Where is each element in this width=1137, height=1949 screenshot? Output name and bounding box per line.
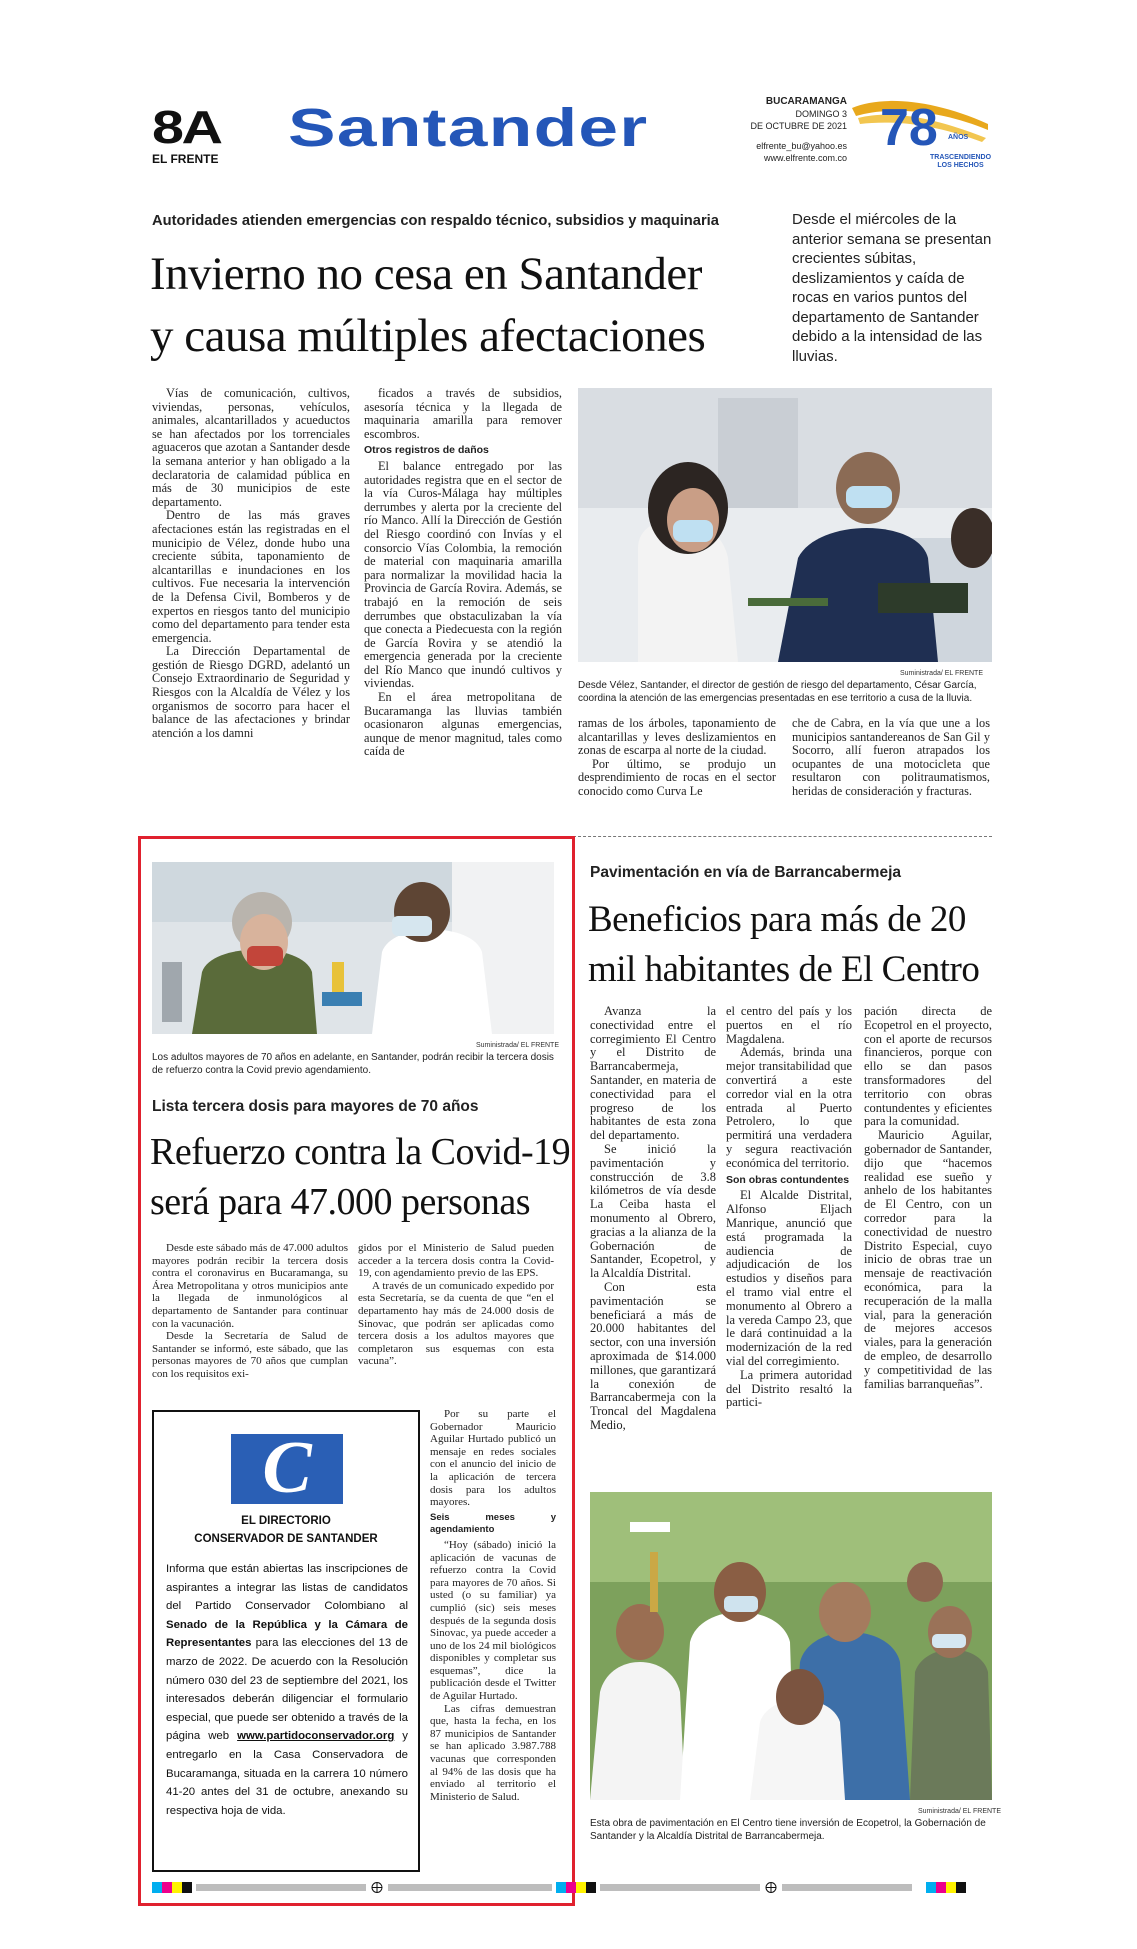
anniversary-number: 78 — [880, 99, 938, 157]
party-website-link[interactable]: www.partidoconservador.org — [237, 1730, 395, 1743]
paragraph: Dentro de las más graves afectaciones están las registradas en el municipio de Vélez, donde hubo una creciente súbita, taponamiento de alcantarillas e inundaciones en los cultivos. Fue necesaria la intervención de la Defensa Civil, Bomberos y de expertos en riesgos tanto del municipio como del departamento para tender esta emergencia. — [152, 508, 350, 645]
conservative-party-ad — [152, 1410, 420, 1872]
article2-column-2 — [358, 1242, 554, 1404]
paragraph: Vías de comunicación, cultivos, viviendas, personas, vehículos, animales, alcantarillados y acueductos se han afectados por los torrenciales aguaceros que azotan a Santander desde la semana anterior y han obligado a la declaratoria de calamidad pública en más de 30 municipios de este departamento. — [152, 387, 350, 509]
print-registration-bar-center — [556, 1880, 968, 1891]
article2-photo-caption: Los adultos mayores de 70 años en adelante, en Santander, podrán recibir la tercera dosis de refuerzo contra la Covid previo agendamiento. — [152, 1052, 554, 1076]
paragraph: El balance entregado por las autoridades registra que en el sector de la vía Curos-Málaga hay múltiples derrumbes y alerta por la creciente del río Manco. Allí la Dirección de Gestión del Riesgo coordinó con Invías y el consorcio Vías Colombia, la remoción de material con maquinaria amarilla para normalizar la movilidad hacia la Provincia de García Rovira. Además, se trabajó en la remoción de seis derrumbes que obstaculizaban la vía que conecta a Piedecuesta con la región de García Rovira y se atendió la emergencia generada por la creciente del Río Manco que inundó cultivos y viviendas. — [364, 458, 562, 691]
article3-photo — [590, 1492, 992, 1800]
paragraph: Con esta pavimentación se beneficiará a más de 20.000 habitantes del sector, con una inversión aproximada de $14.000 millones, que garantizará la conexión de Barrancabermeja con la Troncal del Magdalena Medio, — [590, 1279, 716, 1432]
date-line-1: DOMINGO 3 — [795, 109, 847, 119]
paragraph: Las cifras demuestran que, hasta la fecha, en los 87 municipios de Santander se han aplicado 3.987.788 vacunas que corresponden al 94% de las dosis que ha enviado al territorio el Ministerio de Salud. — [430, 1702, 556, 1803]
ad-title-line-1: EL DIRECTORIO — [241, 1515, 331, 1527]
section-title: Santander — [288, 98, 649, 158]
tagline-line-2: LOS HECHOS — [937, 162, 984, 169]
article1-column-4 — [792, 717, 990, 817]
ad-title — [154, 1512, 418, 1548]
article2-column-1 — [152, 1242, 348, 1404]
paragraph: Se inició la pavimentación y construcción de 3.8 kilómetros de vía desde La Ceiba hasta el monumento al Obrero, gracias a la alianza de la Gobernación de Santander, Ecopetrol, y la Alcaldía Distrital. — [590, 1141, 716, 1281]
paragraph: La Dirección Departamental de gestión de Riesgo DGRD, adelantó un Consejo Extraordinario de Seguridad y Riesgos con la Alcaldía de Vélez y los organismos de socorro para hacer el balance de las afectaciones y brindar atención a los damni — [152, 644, 350, 740]
article3-headline-line1: Beneficios para más de 20 — [588, 899, 966, 940]
article1-headline-line2: y causa múltiples afectaciones — [150, 310, 706, 362]
anniversary-tagline — [930, 154, 991, 170]
paragraph: Mauricio Aguilar, gobernador de Santander, dijo que “hacemos realidad ese sueño y anhelo de los habitantes de El Centro, con un corredor para la conectividad de nuestro Distrito Especial, cuyo inicio de obras trae un mensaje de reactivación económica, para la recuperación de la malla vial, para la generación de mejores accesos viales, para la generación de empleo, de desarrollo y competitividad de las familias barranqueñas”. — [864, 1128, 992, 1391]
article2-column-3 — [430, 1408, 556, 1876]
subheading: Son obras contundentes — [726, 1173, 850, 1186]
article1-column-2 — [364, 387, 562, 817]
paragraph: La primera autoridad del Distrito resaltó la partici- — [726, 1367, 852, 1410]
article1-headline-line1: Invierno no cesa en Santander — [150, 248, 702, 300]
brand-label: EL FRENTE — [152, 152, 219, 166]
article2-kicker: Lista tercera dosis para mayores de 70 años — [152, 1098, 479, 1115]
anniversary-label: AÑOS — [948, 134, 969, 141]
paragraph: El Alcalde Distrital, Alfonso Eljach Manrique, anunció que está programada la audiencia de adjudicación de los estudios y diseños para el tramo vial entre el monumento al Obrero a la vereda Campo 23, que le dará continuidad a la modernización de la red vial del corregimiento. — [726, 1188, 852, 1368]
party-logo — [231, 1434, 343, 1504]
paragraph: ficados a través de subsidios, asesoría técnica y la llegada de maquinaria amarilla para remover escombros. — [364, 387, 562, 441]
article1-kicker: Autoridades atienden emergencias con respaldo técnico, subsidios y maquinaria — [152, 212, 719, 229]
page-number: 8A — [152, 101, 221, 153]
article3-photo-caption: Esta obra de pavimentación en El Centro tiene inversión de Ecopetrol, la Gobernación de Santander y la Alcaldía Distrital de Barrancabermeja. — [590, 1818, 986, 1842]
article3-photo-credit: Suministrada/ EL FRENTE — [918, 1808, 1001, 1815]
city-label: BUCARAMANGA — [765, 96, 847, 107]
article3-kicker: Pavimentación en vía de Barrancabermeja — [590, 864, 902, 881]
article2-headline-line1: Refuerzo contra la Covid-19 — [150, 1131, 571, 1173]
paragraph: Desde la Secretaría de Salud de Santander se informó, este sábado, que las personas mayores de 70 años que cumplan con los requisitos exi- — [152, 1330, 348, 1380]
paragraph: “Hoy (sábado) inició la aplicación de vacunas de refuerzo contra la Covid para mayores de 70 años. Si usted (o su familiar) ya cumplió (sic) seis meses después de la segunda dosis Sinovac, ya puede acceder a uno de los 24 mil biológicos disponibles y completar sus esquemas”, dice la publicación desde el Twitter de Aguilar Hurtado. — [430, 1538, 556, 1703]
paragraph: En el área metropolitana de Bucaramanga las lluvias también ocasionaron algunas emergencias, aunque de menor magnitud, tales como caída de — [364, 690, 562, 759]
date-line-2: DE OCTUBRE DE 2021 — [750, 121, 847, 131]
article1-photo — [578, 388, 992, 662]
article1-photo-caption: Desde Vélez, Santander, el director de gestión de riesgo del departamento, César García, coordina la atención de las emergencias presentadas en ese territorio a cusa de la lluvia. — [578, 680, 977, 704]
article3-column-1 — [590, 1005, 716, 1475]
paragraph: Avanza la conectividad entre el corregimiento El Centro y el Distrito de Barrancabermeja, Santander, en materia de conectividad para el progreso de los habitantes de esta zona del departamento. — [590, 1005, 716, 1143]
subheading: Otros registros de daños — [364, 444, 489, 457]
article1-lead: Desde el miércoles de la anterior semana se presentan crecientes súbitas, deslizamientos y caída de rocas en varios puntos del departamento de Santander debido a la intensidad de las lluvias. — [792, 211, 992, 365]
anniversary-logo — [850, 94, 990, 174]
dateline — [725, 96, 847, 164]
ad-title-line-2: CONSERVADOR DE SANTANDER — [194, 1533, 378, 1545]
ad-text-a: Informa que están abiertas las inscripciones de aspirantes a integrar las listas de candidatos del Partido Conservador Colombiano al — [166, 1563, 408, 1613]
article3-headline-line2: mil habitantes de El Centro — [588, 949, 980, 990]
paragraph: Además, brinda una mejor transitabilidad que convertirá a este corredor vial en la otra entrada al Puerto Petrolero, lo que permitirá una verdadera y segura reactivación económica del territorio. — [726, 1045, 852, 1170]
paragraph: ramas de los árboles, taponamiento de alcantarillas y leves deslizamientos en zonas de escarpa al norte de la ciudad. — [578, 717, 776, 758]
paragraph: che de Cabra, en la vía que une a los municipios santandereanos de San Gil y Socorro, allí fueron atrapados los ocupantes de una motocicleta que resultaron con politraumatismos, heridas de consideración y fracturas. — [792, 717, 990, 798]
paragraph: Por su parte el Gobernador Mauricio Aguilar Hurtado publicó un mensaje en redes sociales con el anuncio del inicio de la aplicación de tercera dosis para los adultos mayores. — [430, 1408, 556, 1509]
ad-text-b: para las elecciones del 13 de marzo de 2022. De acuerdo con la Resolución número 030 del 23 de septiembre del 2021, los interesados deberán diligenciar el formulario especial, que puede ser obtenido a través de la página web — [166, 1637, 408, 1743]
article3-column-2 — [726, 1005, 852, 1475]
print-registration-bar-left — [152, 1880, 552, 1891]
party-logo-letter-icon: C — [262, 1434, 312, 1504]
paragraph: A través de un comunicado expedido por esta Secretaría, se da cuenta de que “en el departamento hay más de 24.000 dosis de Sinovac, que podrán ser aplicadas como tercera dosis a los adultos mayores que completaron sus esquemas con esta vacuna”. — [358, 1279, 554, 1368]
article3-column-3 — [864, 1005, 992, 1475]
article2-photo — [152, 862, 554, 1034]
paragraph: Desde este sábado más de 47.000 adultos mayores podrán recibir la tercera dosis contra el coronavirus en Bucaramanga, su Área Metropolitana y otros municipios ante la llegada de inmunológicos al departamento de Santander para continuar con la vacunación. — [152, 1242, 348, 1330]
article1-column-1 — [152, 387, 350, 817]
ad-body — [166, 1560, 408, 1820]
ad-text-c: y entregarlo en la Casa Conservadora de Bucaramanga, situada en la carrera 10 número 41-20 antes del 31 de octubre, anexando su respectiva hoja de vida. — [166, 1730, 408, 1817]
paragraph: el centro del país y los puertos en el río Magdalena. — [726, 1005, 852, 1046]
paragraph: pación directa de Ecopetrol en el proyecto, con el aporte de recursos financieros, porque con ello se dan pasos transformadores del territorio con obras contundentes y eficientes para la comunidad. — [864, 1005, 992, 1129]
subheading: Seis meses y agendamiento — [430, 1511, 556, 1536]
article2-photo-credit: Suministrada/ EL FRENTE — [476, 1042, 559, 1049]
email-text: elfrente_bu@yahoo.es — [756, 141, 847, 151]
paragraph: Por último, se produjo un desprendimiento de rocas en el sector conocido como Curva Le — [578, 756, 776, 798]
website-text: www.elfrente.com.co — [763, 153, 847, 163]
paragraph: gidos por el Ministerio de Salud pueden acceder a la tercera dosis contra la Covid-19, con agendamiento previo de las EPS. — [358, 1242, 554, 1280]
article1-photo-credit: Suministrada/ EL FRENTE — [900, 670, 983, 677]
ad-text-bold: Senado de la República y la Cámara de Representantes — [166, 1618, 408, 1650]
article1-column-3 — [578, 717, 776, 817]
tagline-line-1: TRASCENDIENDO — [930, 154, 992, 161]
article2-headline-line2: será para 47.000 personas — [150, 1181, 531, 1223]
